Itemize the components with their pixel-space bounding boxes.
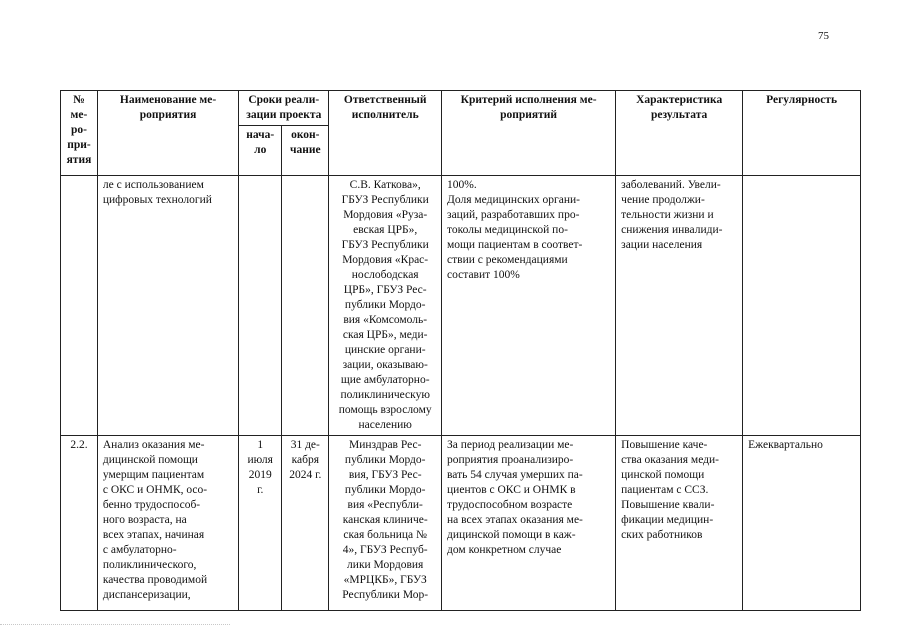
header-measure-name: Наименование ме- роприятия <box>97 91 238 176</box>
cell-result: заболеваний. Увели- чение продолжи- тельности жизни и снижения инвалиди- зации населения <box>616 176 743 436</box>
cell-responsible: С.В. Каткова», ГБУЗ Республики Мордовия «Руза- евская ЦРБ», ГБУЗ Республики Мордовия «Крас- нослободская ЦРБ», ГБУЗ Рес- публики Мордо- вия «Комсомоль- ская ЦРБ», меди- цинские органи- зации, оказываю- щие амбулаторно- поликлиническую помощь взрослому населению <box>329 176 442 436</box>
header-result: Характеристика результата <box>616 91 743 176</box>
cell-regularity: Ежеквартально <box>743 436 861 611</box>
cell-start <box>239 176 282 436</box>
header-criterion: Критерий исполнения ме- роприятий <box>442 91 616 176</box>
cell-measure-name: ле с использованием цифровых технологий <box>97 176 238 436</box>
cell-number: 2.2. <box>61 436 98 611</box>
cell-number <box>61 176 98 436</box>
cell-end <box>282 176 329 436</box>
cell-responsible: Минздрав Рес- публики Мордо- вия, ГБУЗ Рес- публики Мордо- вия «Республи- канская клиниче- ская больница № 4», ГБУЗ Респуб- лики Мордовия «МРЦКБ», ГБУЗ Республики Мор- <box>329 436 442 611</box>
header-end: окон- чание <box>282 126 329 176</box>
cell-result: Повышение каче- ства оказания меди- цинской помощи пациентам с ССЗ. Повышение квали- фикации медицин- ских работников <box>616 436 743 611</box>
cell-criterion: 100%. Доля медицинских органи- заций, разработавших про- токолы медицинской по- мощи пациентам в соответ- ствии с рекомендациями составит 100% <box>442 176 616 436</box>
cell-regularity <box>743 176 861 436</box>
header-project-terms: Сроки реали- зации проекта <box>239 91 329 126</box>
header-responsible: Ответственный исполнитель <box>329 91 442 176</box>
table-row <box>61 436 861 611</box>
header-start: нача- ло <box>239 126 282 176</box>
table-row <box>61 176 861 436</box>
header-measure-number: № ме- ро- при- ятия <box>61 91 98 176</box>
page-number: 75 <box>818 30 829 42</box>
measures-table <box>60 90 861 611</box>
header-regularity: Регулярность <box>743 91 861 176</box>
cell-measure-name: Анализ оказания ме- дицинской помощи умерщим пациентам с ОКС и ОНМК, осо- бенно трудоспособ- ного возраста, на всех этапах, начиная с амбулаторно- поликлинического, качества проводимой диспансеризации, <box>97 436 238 611</box>
cell-start: 1 июля 2019 г. <box>239 436 282 611</box>
cell-criterion: За период реализации ме- роприятия проанализиро- вать 54 случая умерших па- циентов с ОКС и ОНМК в трудоспособном возрасте на всех этапах оказания ме- дицинской помощи в каж- дом конкретном случае <box>442 436 616 611</box>
scan-artifact <box>0 624 230 629</box>
cell-end: 31 де- кабря 2024 г. <box>282 436 329 611</box>
